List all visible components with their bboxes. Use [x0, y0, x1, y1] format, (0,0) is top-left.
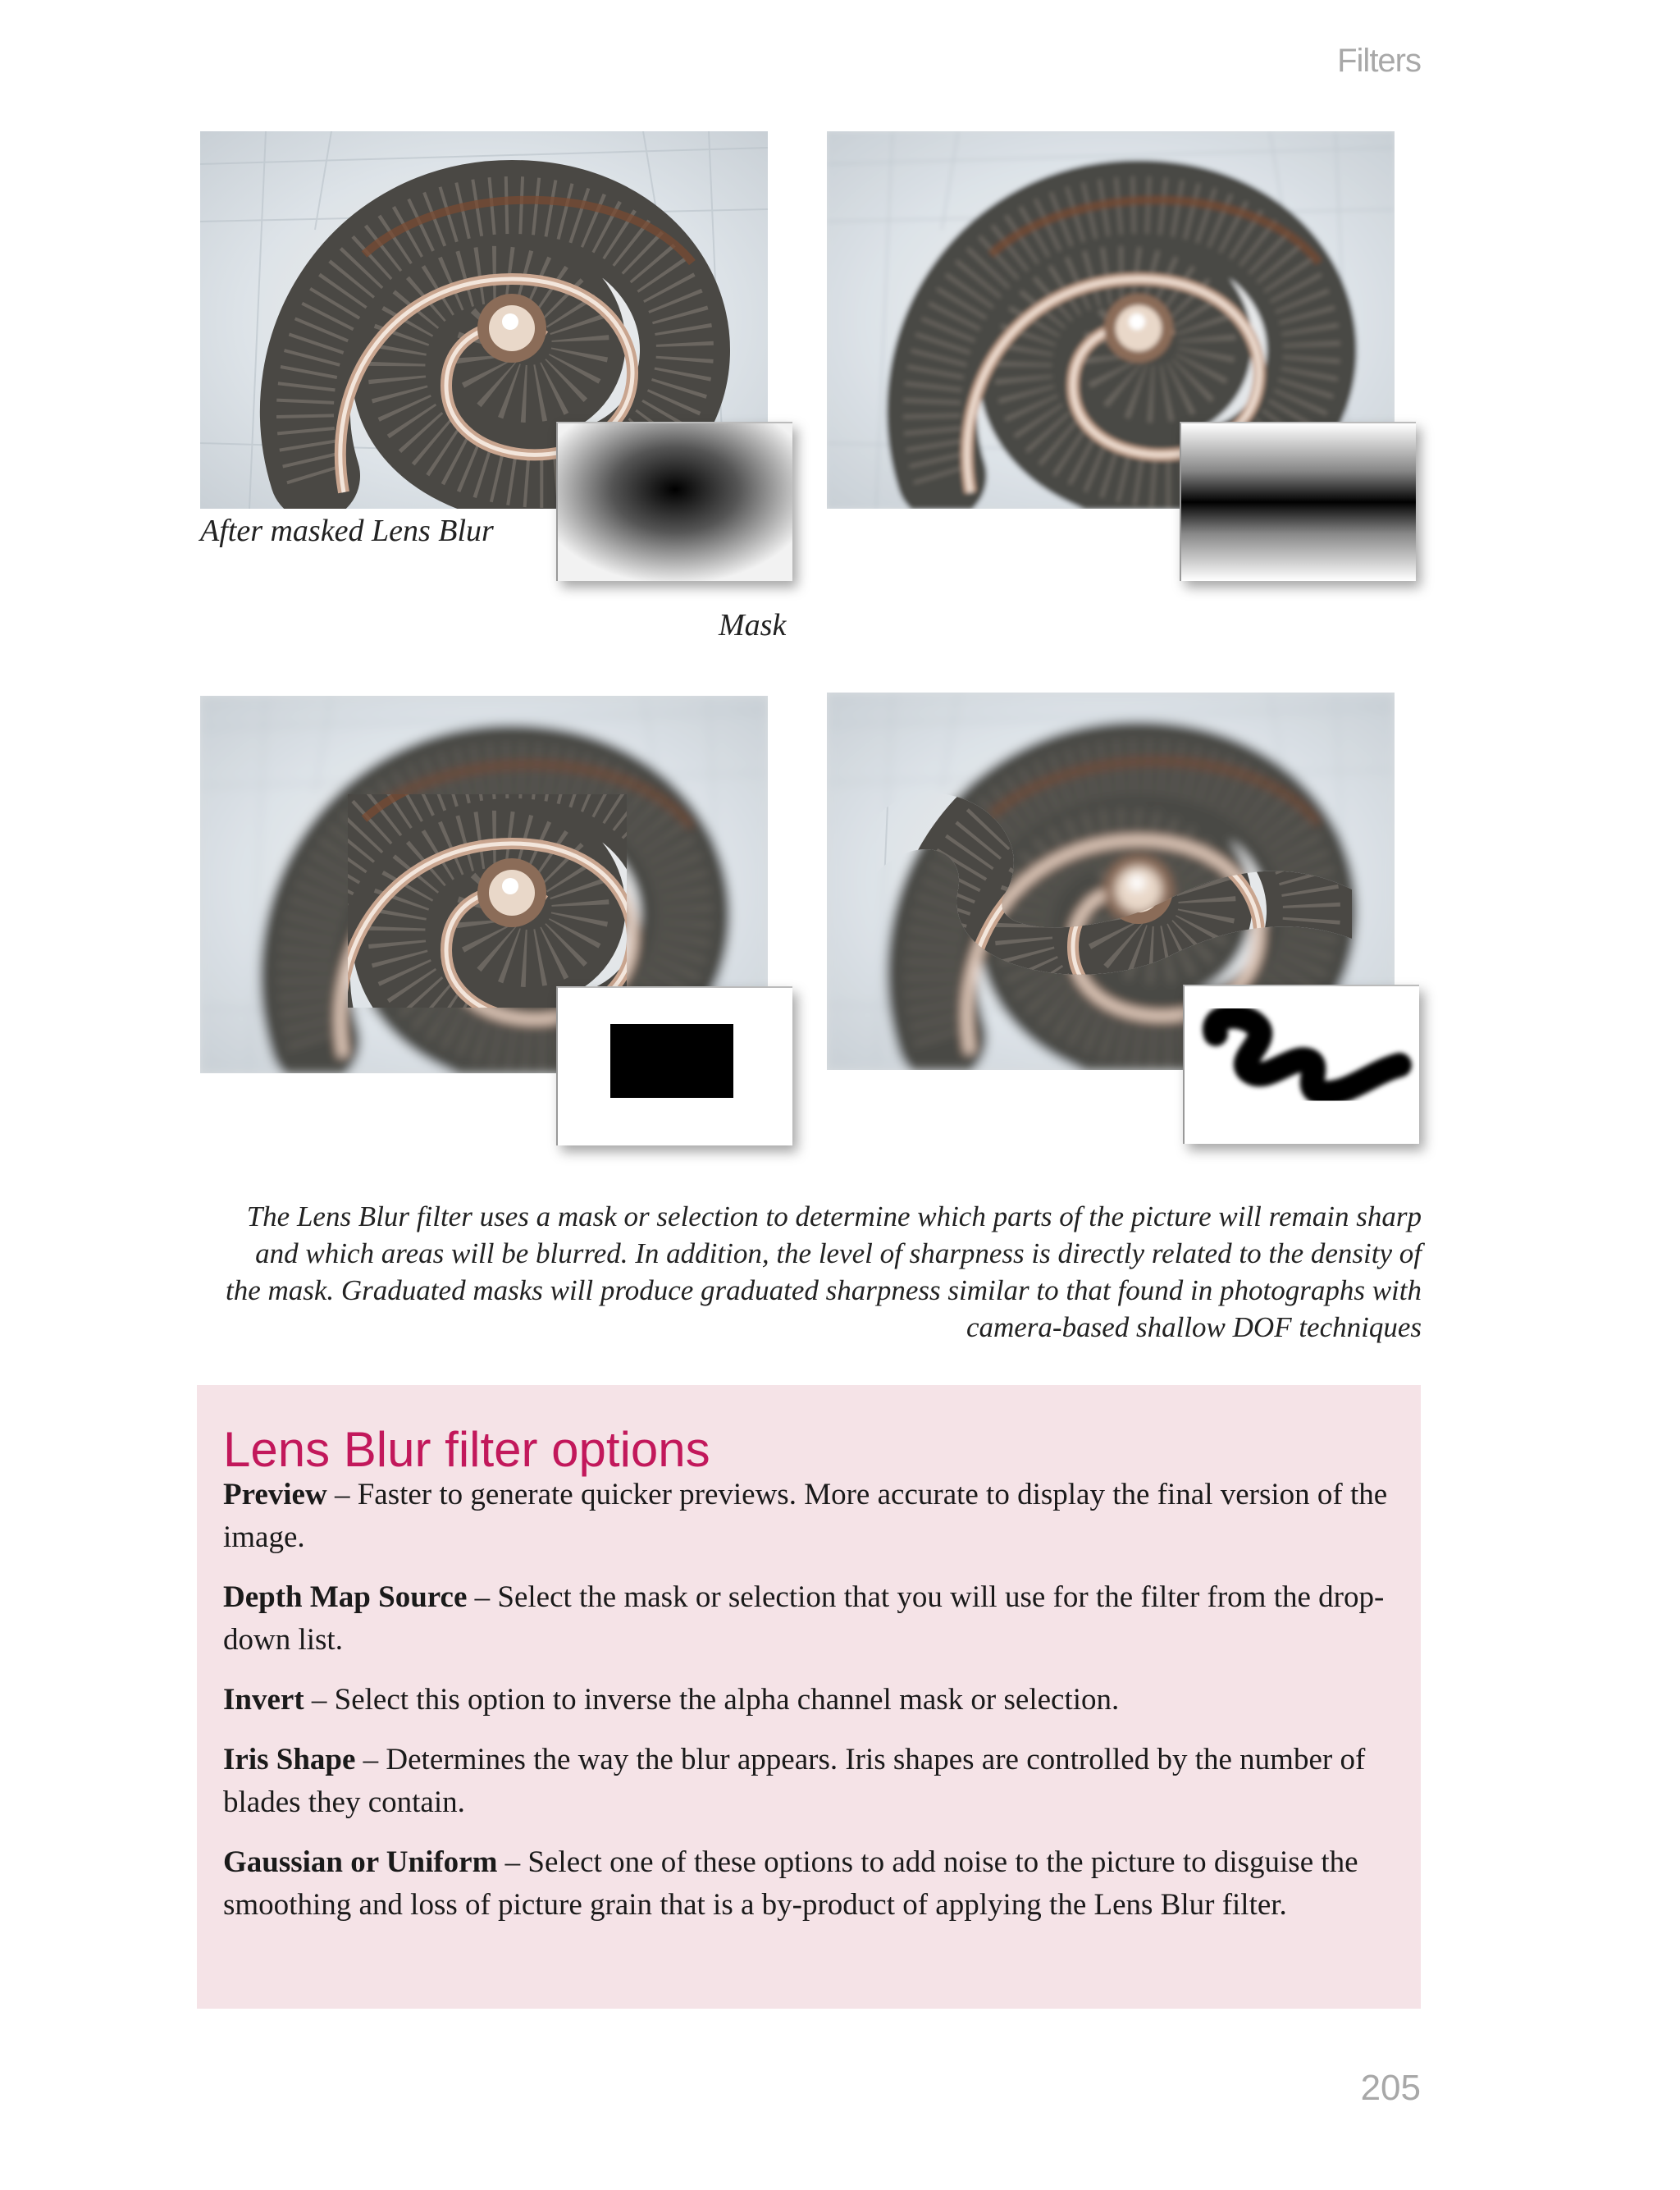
option-term: Invert: [223, 1683, 304, 1717]
option-text: – Select one of these options to add noise to the picture to disguise the smoothing and loss of picture grain that is a by-product of applying the Lens Blur filter.: [223, 1845, 1358, 1922]
options-list: [223, 1474, 1388, 1944]
option-term: Preview: [223, 1478, 327, 1511]
page-number: 205: [1360, 2068, 1421, 2108]
radial-mask-icon: [556, 422, 792, 581]
option-item: [223, 1679, 1388, 1721]
option-text: – Determines the way the blur appears. Iris shapes are controlled by the number of blades they contain.: [223, 1743, 1366, 1819]
option-term: Gaussian or Uniform: [223, 1845, 498, 1879]
running-header: Filters: [1337, 43, 1421, 79]
option-term: Depth Map Source: [223, 1580, 468, 1614]
option-item: [223, 1739, 1388, 1824]
mask-caption: Mask: [719, 608, 787, 642]
band-mask-icon: [1180, 422, 1416, 581]
option-item: [223, 1576, 1388, 1662]
figure-caption: The Lens Blur filter uses a mask or selection to determine which parts of the picture will remain sharp and which areas will be blurred. In addition, the level of sharpness is directly related to the density of the mask. Graduated masks will produce graduated sharpness similar to that found in photographs with camera-based shallow DOF techniques: [225, 1200, 1422, 1343]
photo-caption: After masked Lens Blur: [200, 514, 494, 548]
sidebar-title: Lens Blur filter options: [223, 1422, 710, 1477]
option-term: Iris Shape: [223, 1743, 356, 1776]
option-text: – Faster to generate quicker previews. More accurate to display the final version of the image.: [223, 1478, 1388, 1554]
option-text: – Select the mask or selection that you will use for the filter from the drop-down list.: [223, 1580, 1385, 1657]
options-sidebar: [197, 1385, 1421, 2009]
option-item: [223, 1841, 1388, 1927]
option-text: – Select this option to inverse the alpha channel mask or selection.: [304, 1683, 1120, 1717]
option-item: [223, 1474, 1388, 1559]
stroke-mask-icon: [1183, 985, 1419, 1144]
rectangle-mask-icon: [556, 986, 792, 1145]
